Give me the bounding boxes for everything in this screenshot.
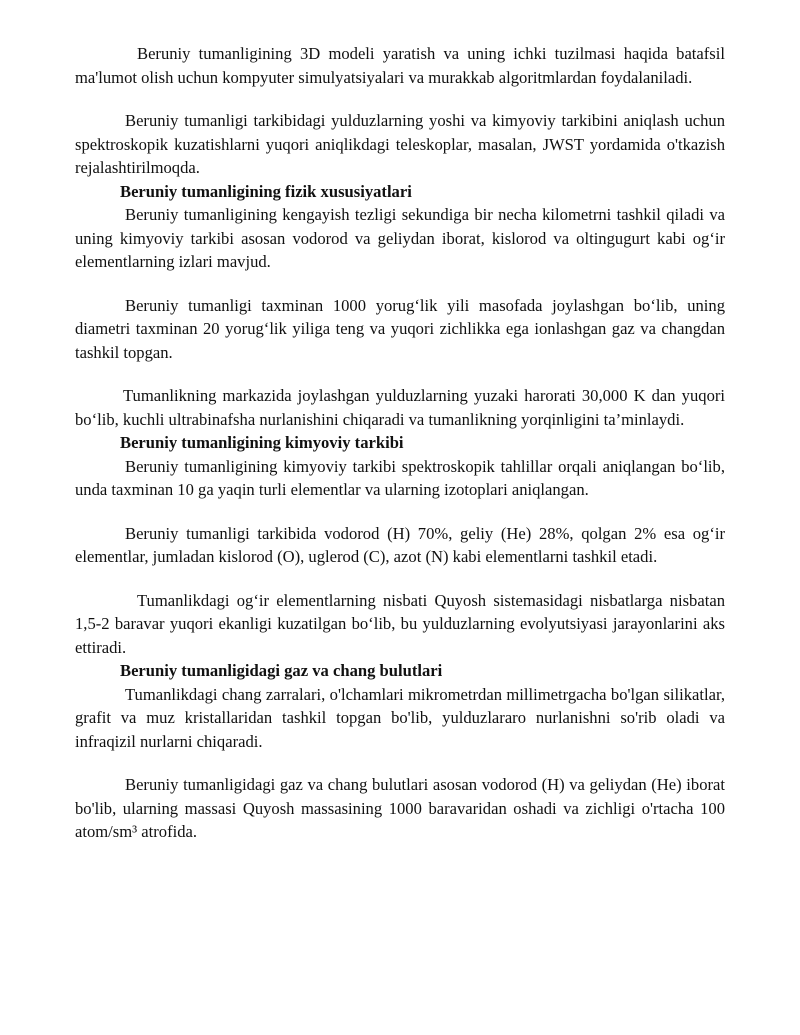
- paragraph-element-percentages: Beruniy tumanligi tarkibida vodorod (H) 70%, geliy (He) 28%, qolgan 2% esa og‘ir elementlar, jumladan kislorod (O), uglerod (C), azot (N) kabi elementlarni tashkil etadi.: [75, 523, 725, 566]
- paragraph-heavy-elements: Tumanlikdagi og‘ir elementlarning nisbati Quyosh sistemasidagi nisbatlarga nisbatan 1,5-2 baravar yuqori ekanligi kuzatilgan bo‘lib, bu yulduzlarning evolyutsiyasi jarayonlarini aks ettiradi.: [75, 590, 725, 657]
- paragraph-spectroscopy-plans: Beruniy tumanligi tarkibidagi yulduzlarning yoshi va kimyoviy tarkibini aniqlash uchun spektroskopik kuzatishlarni yuqori aniqlikdagi teleskoplar, masalan, JWST yordamida o'tkazish rejalashtirilmoqda.: [75, 111, 725, 177]
- heading-physical-properties: Beruniy tumanligining fizik xususiyatlari: [120, 181, 412, 201]
- document-page: [75, 42, 725, 844]
- paragraph-expansion-speed: Beruniy tumanligining kengayish tezligi sekundiga bir necha kilometrni tashkil qiladi va uning kimyoviy tarkibi asosan vodorod va geliydan iborat, kislorod va oltingugurt kabi og‘ir elementlarning izlari mavjud.: [75, 205, 725, 271]
- heading-chemical-composition: Beruniy tumanligining kimyoviy tarkibi: [120, 433, 404, 452]
- paragraph-3d-model: Beruniy tumanligining 3D modeli yaratish va uning ichki tuzilmasi haqida batafsil ma'lumot olish uchun kompyuter simulyatsiyalari va murakkab algoritmlardan foydalaniladi.: [75, 44, 725, 87]
- paragraph-gas-mass-density: Beruniy tumanligidagi gaz va chang bulutlari asosan vodorod (H) va geliydan (He) iborat bo'lib, ularning massasi Quyosh massasining 1000 baravaridan oshadi va zichligi o'rtacha 100 atom/sm³ atrofida.: [75, 775, 725, 841]
- paragraph-spectral-analysis: Beruniy tumanligining kimyoviy tarkibi spektroskopik tahlillar orqali aniqlangan bo‘lib, unda taxminan 10 ga yaqin turli elementlar va ularning izotoplari aniqlangan.: [75, 456, 725, 499]
- paragraph-dust-particles: Tumanlikdagi chang zarralari, o'lchamlari mikrometrdan millimetrgacha bo'lgan silikatlar, grafit va muz kristallaridan tashkil topgan bo'lib, yulduzlararo nurlanishni so'rib oladi va infraqizil nurlarni chiqaradi.: [75, 684, 725, 751]
- paragraph-distance-diameter: Beruniy tumanligi taxminan 1000 yorug‘lik yili masofada joylashgan bo‘lib, uning diametri taxminan 20 yorug‘lik yiliga teng va yuqori zichlikka ega ionlashgan gaz va changdan tashkil topgan.: [75, 295, 725, 362]
- paragraph-central-stars: Tumanlikning markazida joylashgan yulduzlarning yuzaki harorati 30,000 K dan yuqori bo‘lib, kuchli ultrabinafsha nurlanishini chiqaradi va tumanlikning yorqinligini ta’minlaydi.: [75, 386, 725, 429]
- heading-gas-dust-clouds: Beruniy tumanligidagi gaz va chang bulutlari: [120, 661, 443, 680]
